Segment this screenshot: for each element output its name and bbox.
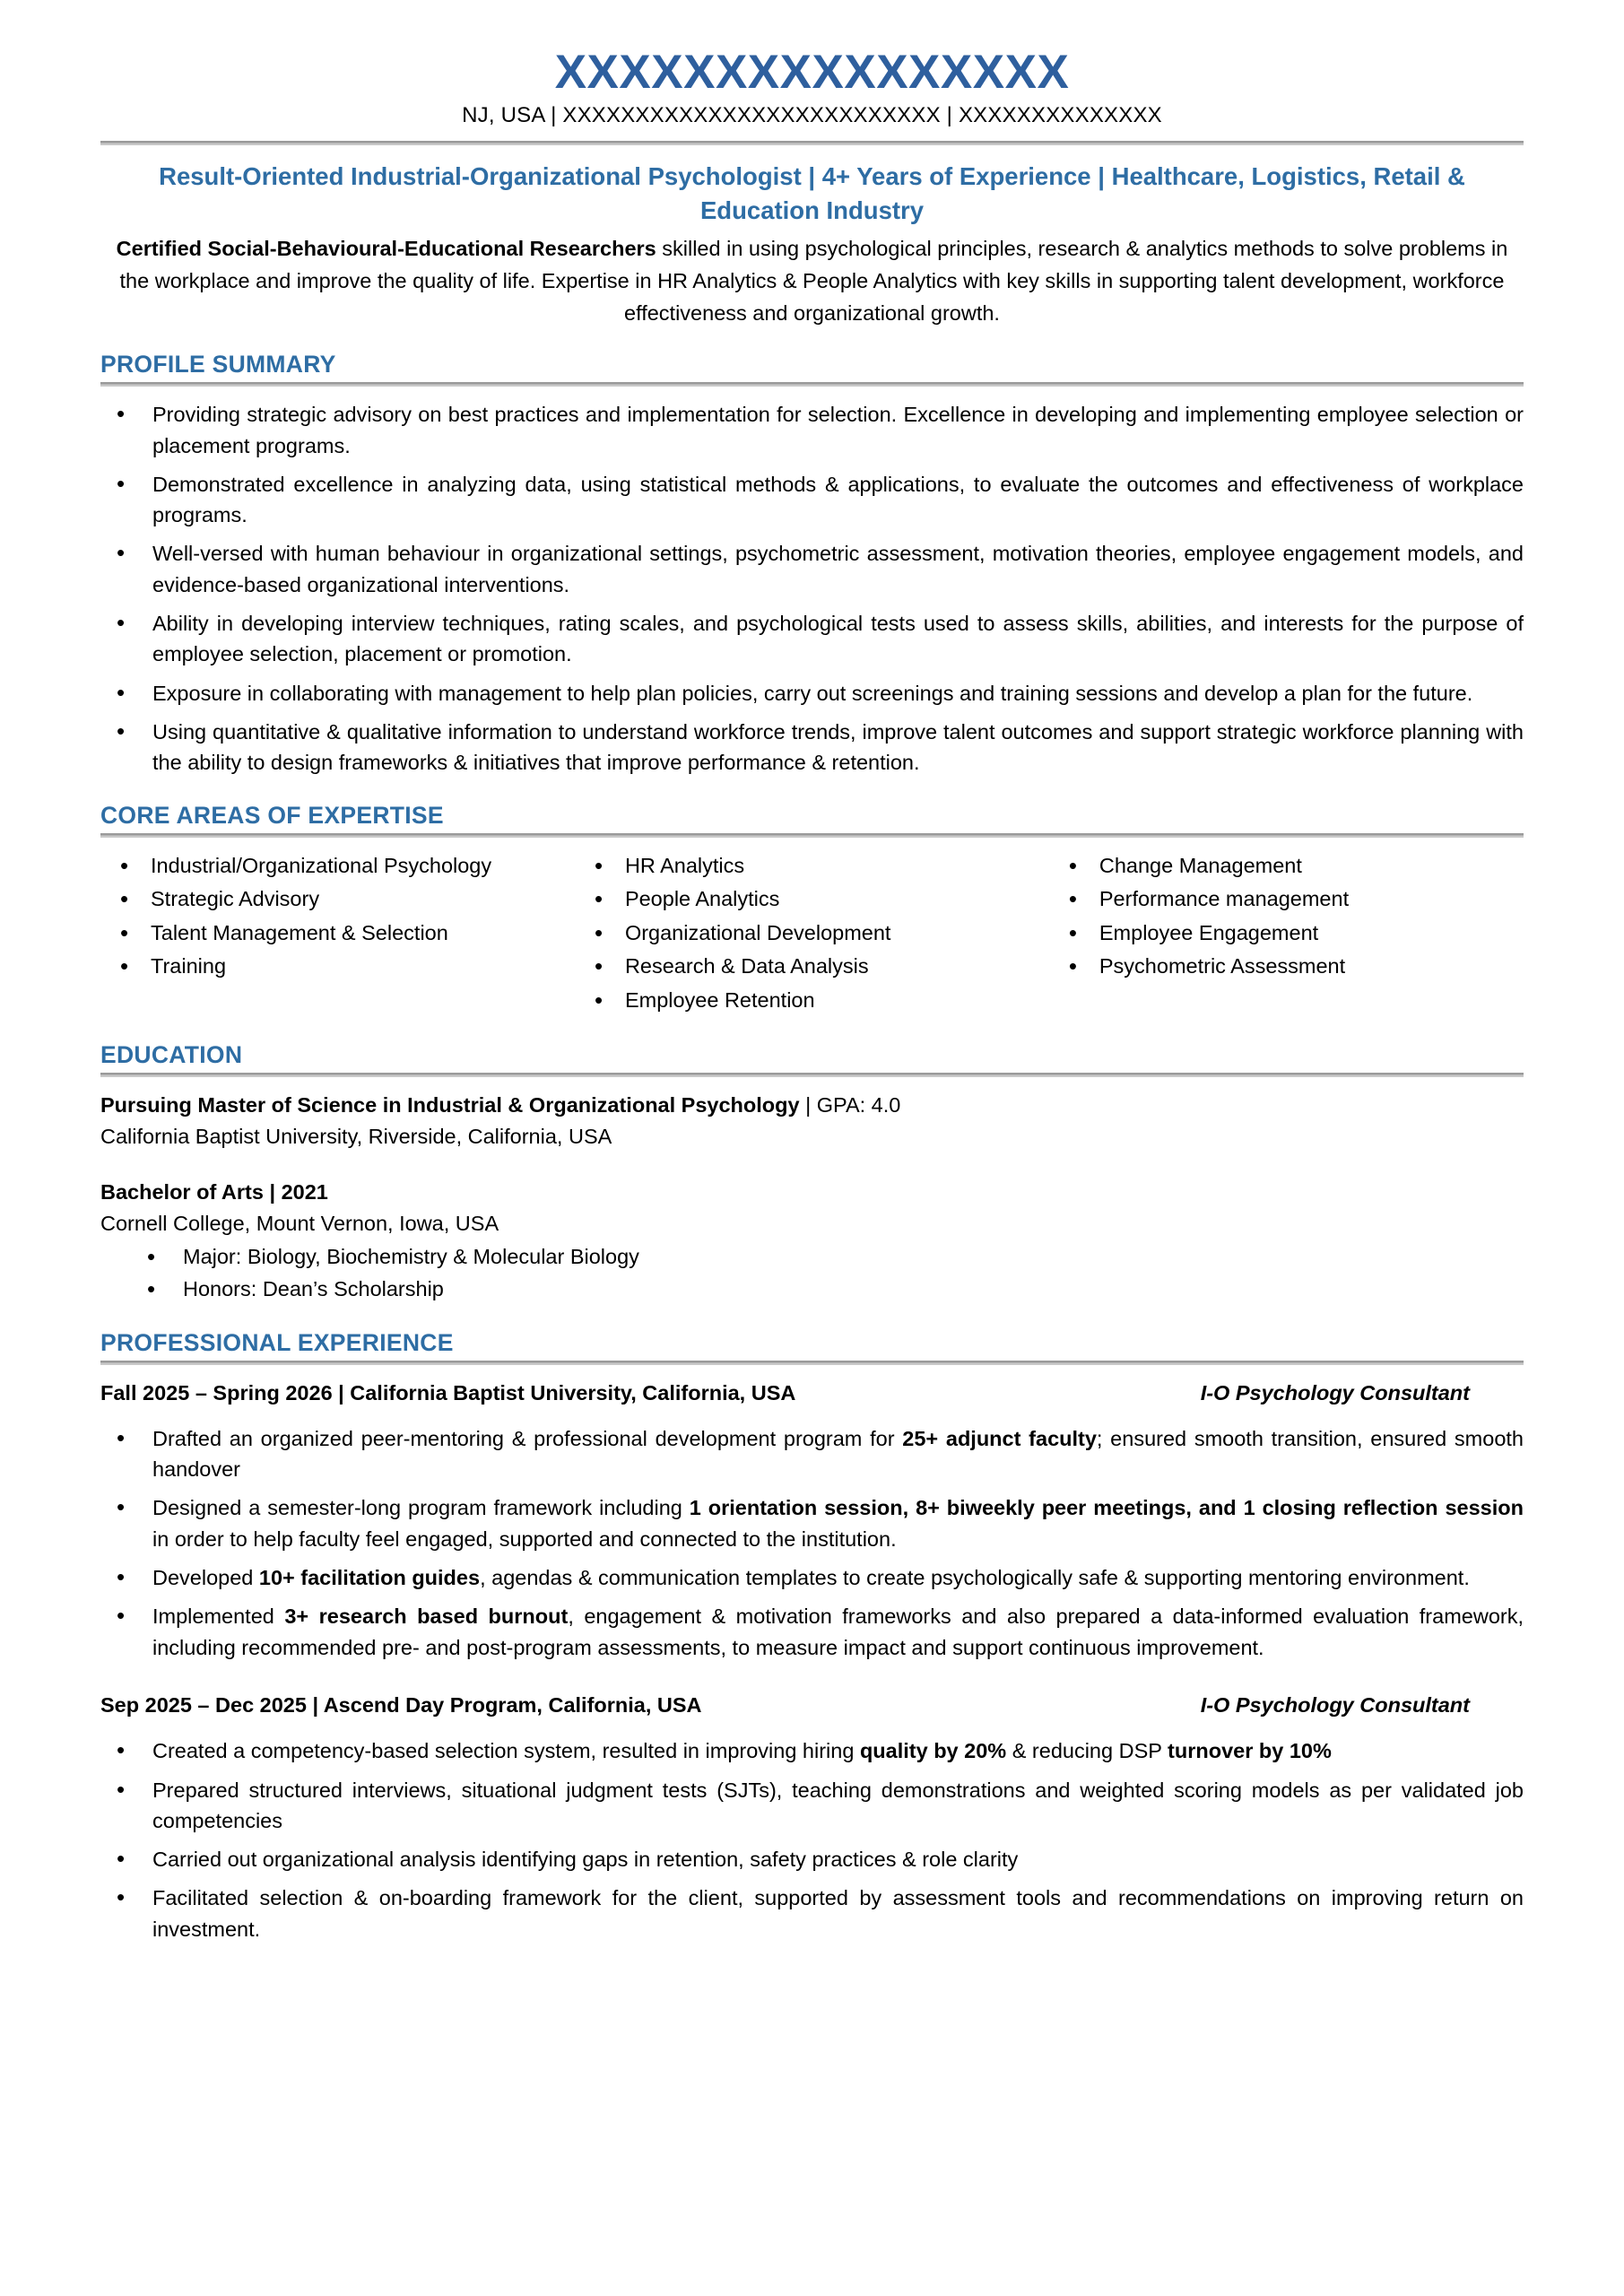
experience-bullet-highlight: 3+ research based burnout [284, 1605, 569, 1629]
core-area-item: • Employee Engagement [1049, 918, 1524, 949]
education-bullet: • Honors: Dean’s Scholarship [100, 1274, 1524, 1306]
candidate-name: XXXXXXXXXXXXXXXX [554, 46, 1070, 99]
core-area-item: • Change Management [1049, 850, 1524, 882]
core-area-item: • Research & Data Analysis [575, 951, 1049, 982]
section-divider-experience [100, 1361, 1524, 1365]
education-bullet-list [100, 1241, 1524, 1305]
experience-bullet-text: ; ensured smooth transition, ensured smooth handover [152, 1426, 1524, 1482]
core-area-item: • Employee Retention [575, 985, 1049, 1016]
experience-dates-employer: Fall 2025 – Spring 2026 | California Baptist University, California, USA [100, 1380, 796, 1405]
education-degree-title: Bachelor of Arts | 2021 [100, 1179, 328, 1204]
education-school: California Baptist University, Riverside, California, USA [100, 1125, 612, 1149]
core-area-item: • Organizational Development [575, 918, 1049, 949]
profile-summary-bullet: • Well-versed with human behaviour in organizational settings, psychometric assessment, motivation theories, employee engagement models, and evidence-based organizational interventions. [100, 538, 1524, 600]
experience-bullet-highlight: 25+ adjunct faculty [902, 1426, 1097, 1450]
experience-bullet-text: , agendas & communication templates to create psychologically safe & supporting mentoring environment. [480, 1566, 1470, 1590]
core-areas-column [575, 850, 1049, 1019]
profile-summary-bullet: • Using quantitative & qualitative information to understand workforce trends, improve talent outcomes and support strategic workforce planning with the ability to design frameworks & initiatives that improve performance & retention. [100, 717, 1524, 778]
experience-bullet-highlight: quality by 20% [859, 1739, 1007, 1763]
core-area-item: • Industrial/Organizational Psychology [100, 850, 575, 882]
education-degree [100, 1177, 1524, 1208]
headline-summary-bold: Certified Social-Behavioural-Educational Researchers [116, 237, 656, 261]
experience-entry-header [100, 1378, 1524, 1409]
headline-summary [100, 233, 1524, 329]
experience-bullet-text: Facilitated selection & on-boarding framework for the client, supported by assessment tools and recommendations on improving return on investment. [152, 1886, 1524, 1941]
experience-bullet [100, 1775, 1524, 1837]
headline-summary-rest: skilled in using psychological principles, research & analytics methods to solve problems in the workplace and improve the quality of life. Expertise in HR Analytics & People Analytics with key skills in supporting talent development, workforce effectiveness and organizational growth. [119, 237, 1508, 325]
core-area-item: • People Analytics [575, 883, 1049, 915]
header-divider [100, 141, 1524, 145]
experience-bullet-highlight: 1 orientation session, 8+ biweekly peer meetings, and 1 closing reflection session [689, 1496, 1524, 1520]
headline-title: Result-Oriented Industrial-Organizational Psychologist | 4+ Years of Experience | Healthcare, Logistics, Retail & Education Industry [159, 162, 1465, 225]
experience-bullet-text: in order to help faculty feel engaged, supported and connected to the institution. [152, 1526, 897, 1551]
experience-bullet-highlight: turnover by 10% [1168, 1739, 1332, 1763]
core-areas-grid [100, 850, 1524, 1019]
resume-header [100, 47, 1524, 128]
experience-dates-employer: Sep 2025 – Dec 2025 | Ascend Day Program, California, USA [100, 1692, 702, 1717]
experience-bullet-text: Carried out organizational analysis identifying gaps in retention, safety practices & role clarity [152, 1848, 1019, 1872]
experience-bullet [100, 1601, 1524, 1663]
core-areas-column-list [575, 850, 1049, 1016]
education-bullet: • Major: Biology, Biochemistry & Molecular Biology [100, 1241, 1524, 1274]
experience-bullet-text: & reducing DSP [1006, 1739, 1168, 1763]
education-degree-detail: | GPA: 4.0 [799, 1093, 901, 1118]
profile-summary-list [100, 399, 1524, 778]
section-title-core-areas: CORE AREAS OF EXPERTISE [100, 801, 444, 829]
contact-line: NJ, USA | XXXXXXXXXXXXXXXXXXXXXXXXXX | XXXXXXXXXXXXXX [462, 103, 1162, 128]
core-area-item: • Strategic Advisory [100, 883, 575, 915]
experience-bullet [100, 1883, 1524, 1944]
experience-bullet [100, 1562, 1524, 1593]
education-list [100, 1090, 1524, 1305]
experience-bullet-text: Created a competency-based selection system, resulted in improving hiring [152, 1739, 860, 1763]
section-divider-core-areas [100, 833, 1524, 838]
experience-bullet [100, 1844, 1524, 1874]
experience-bullet [100, 1735, 1524, 1766]
experience-entry [100, 1690, 1524, 1944]
education-school: Cornell College, Mount Vernon, Iowa, USA [100, 1211, 499, 1235]
experience-bullet [100, 1492, 1524, 1554]
core-area-item: • HR Analytics [575, 850, 1049, 882]
section-divider-profile-summary [100, 382, 1524, 387]
section-title-education: EDUCATION [100, 1041, 243, 1069]
experience-bullet-highlight: 10+ facilitation guides [258, 1566, 481, 1590]
core-areas-column-list [100, 850, 575, 982]
experience-bullet-text: , engagement & motivation frameworks and also prepared a data-informed evaluation framework, including recommended pre- and post-program assessments, to measure impact and support continuous improvement. [152, 1605, 1524, 1659]
experience-bullet-text: Drafted an organized peer-mentoring & professional development program for [152, 1426, 903, 1450]
section-title-profile-summary: PROFILE SUMMARY [100, 351, 336, 378]
section-divider-education [100, 1073, 1524, 1077]
experience-bullet-text: Developed [152, 1566, 259, 1590]
profile-summary-bullet: • Ability in developing interview techniques, rating scales, and psychological tests used to assess skills, abilities, and interests for the purpose of employee selection, placement or promotion. [100, 608, 1524, 670]
experience-entry [100, 1378, 1524, 1663]
core-areas-column-list [1049, 850, 1524, 982]
core-area-item: • Psychometric Assessment [1049, 951, 1524, 982]
section-title-experience: PROFESSIONAL EXPERIENCE [100, 1328, 454, 1356]
experience-bullet-text: Prepared structured interviews, situational judgment tests (SJTs), teaching demonstrations and weighted scoring models as per validated job competencies [152, 1778, 1524, 1832]
experience-job-title: I-O Psychology Consultant [1200, 1692, 1470, 1717]
experience-bullet [100, 1423, 1524, 1485]
core-areas-column [100, 850, 575, 1019]
core-area-item: • Training [100, 951, 575, 982]
profile-summary-bullet: • Exposure in collaborating with management to help plan policies, carry out screenings and training sessions and develop a plan for the future. [100, 678, 1524, 709]
education-degree-title: Pursuing Master of Science in Industrial & Organizational Psychology [100, 1093, 800, 1118]
experience-bullet-list [100, 1423, 1524, 1663]
experience-entry-header [100, 1690, 1524, 1721]
core-areas-column [1049, 850, 1524, 1019]
education-entry [100, 1177, 1524, 1306]
experience-list [100, 1378, 1524, 1944]
experience-bullet-text: Implemented [152, 1605, 285, 1629]
education-degree [100, 1090, 1524, 1121]
experience-bullet-text: Designed a semester-long program framework including [152, 1496, 690, 1520]
core-area-item: • Performance management [1049, 883, 1524, 915]
education-entry [100, 1090, 1524, 1153]
experience-bullet-list [100, 1735, 1524, 1944]
profile-summary-bullet: • Demonstrated excellence in analyzing data, using statistical methods & applications, to evaluate the outcomes and effectiveness of workplace programs. [100, 469, 1524, 531]
core-area-item: • Talent Management & Selection [100, 918, 575, 949]
experience-job-title: I-O Psychology Consultant [1200, 1380, 1470, 1405]
profile-summary-bullet: • Providing strategic advisory on best practices and implementation for selection. Excellence in developing and implementing employee selection or placement programs. [100, 399, 1524, 461]
